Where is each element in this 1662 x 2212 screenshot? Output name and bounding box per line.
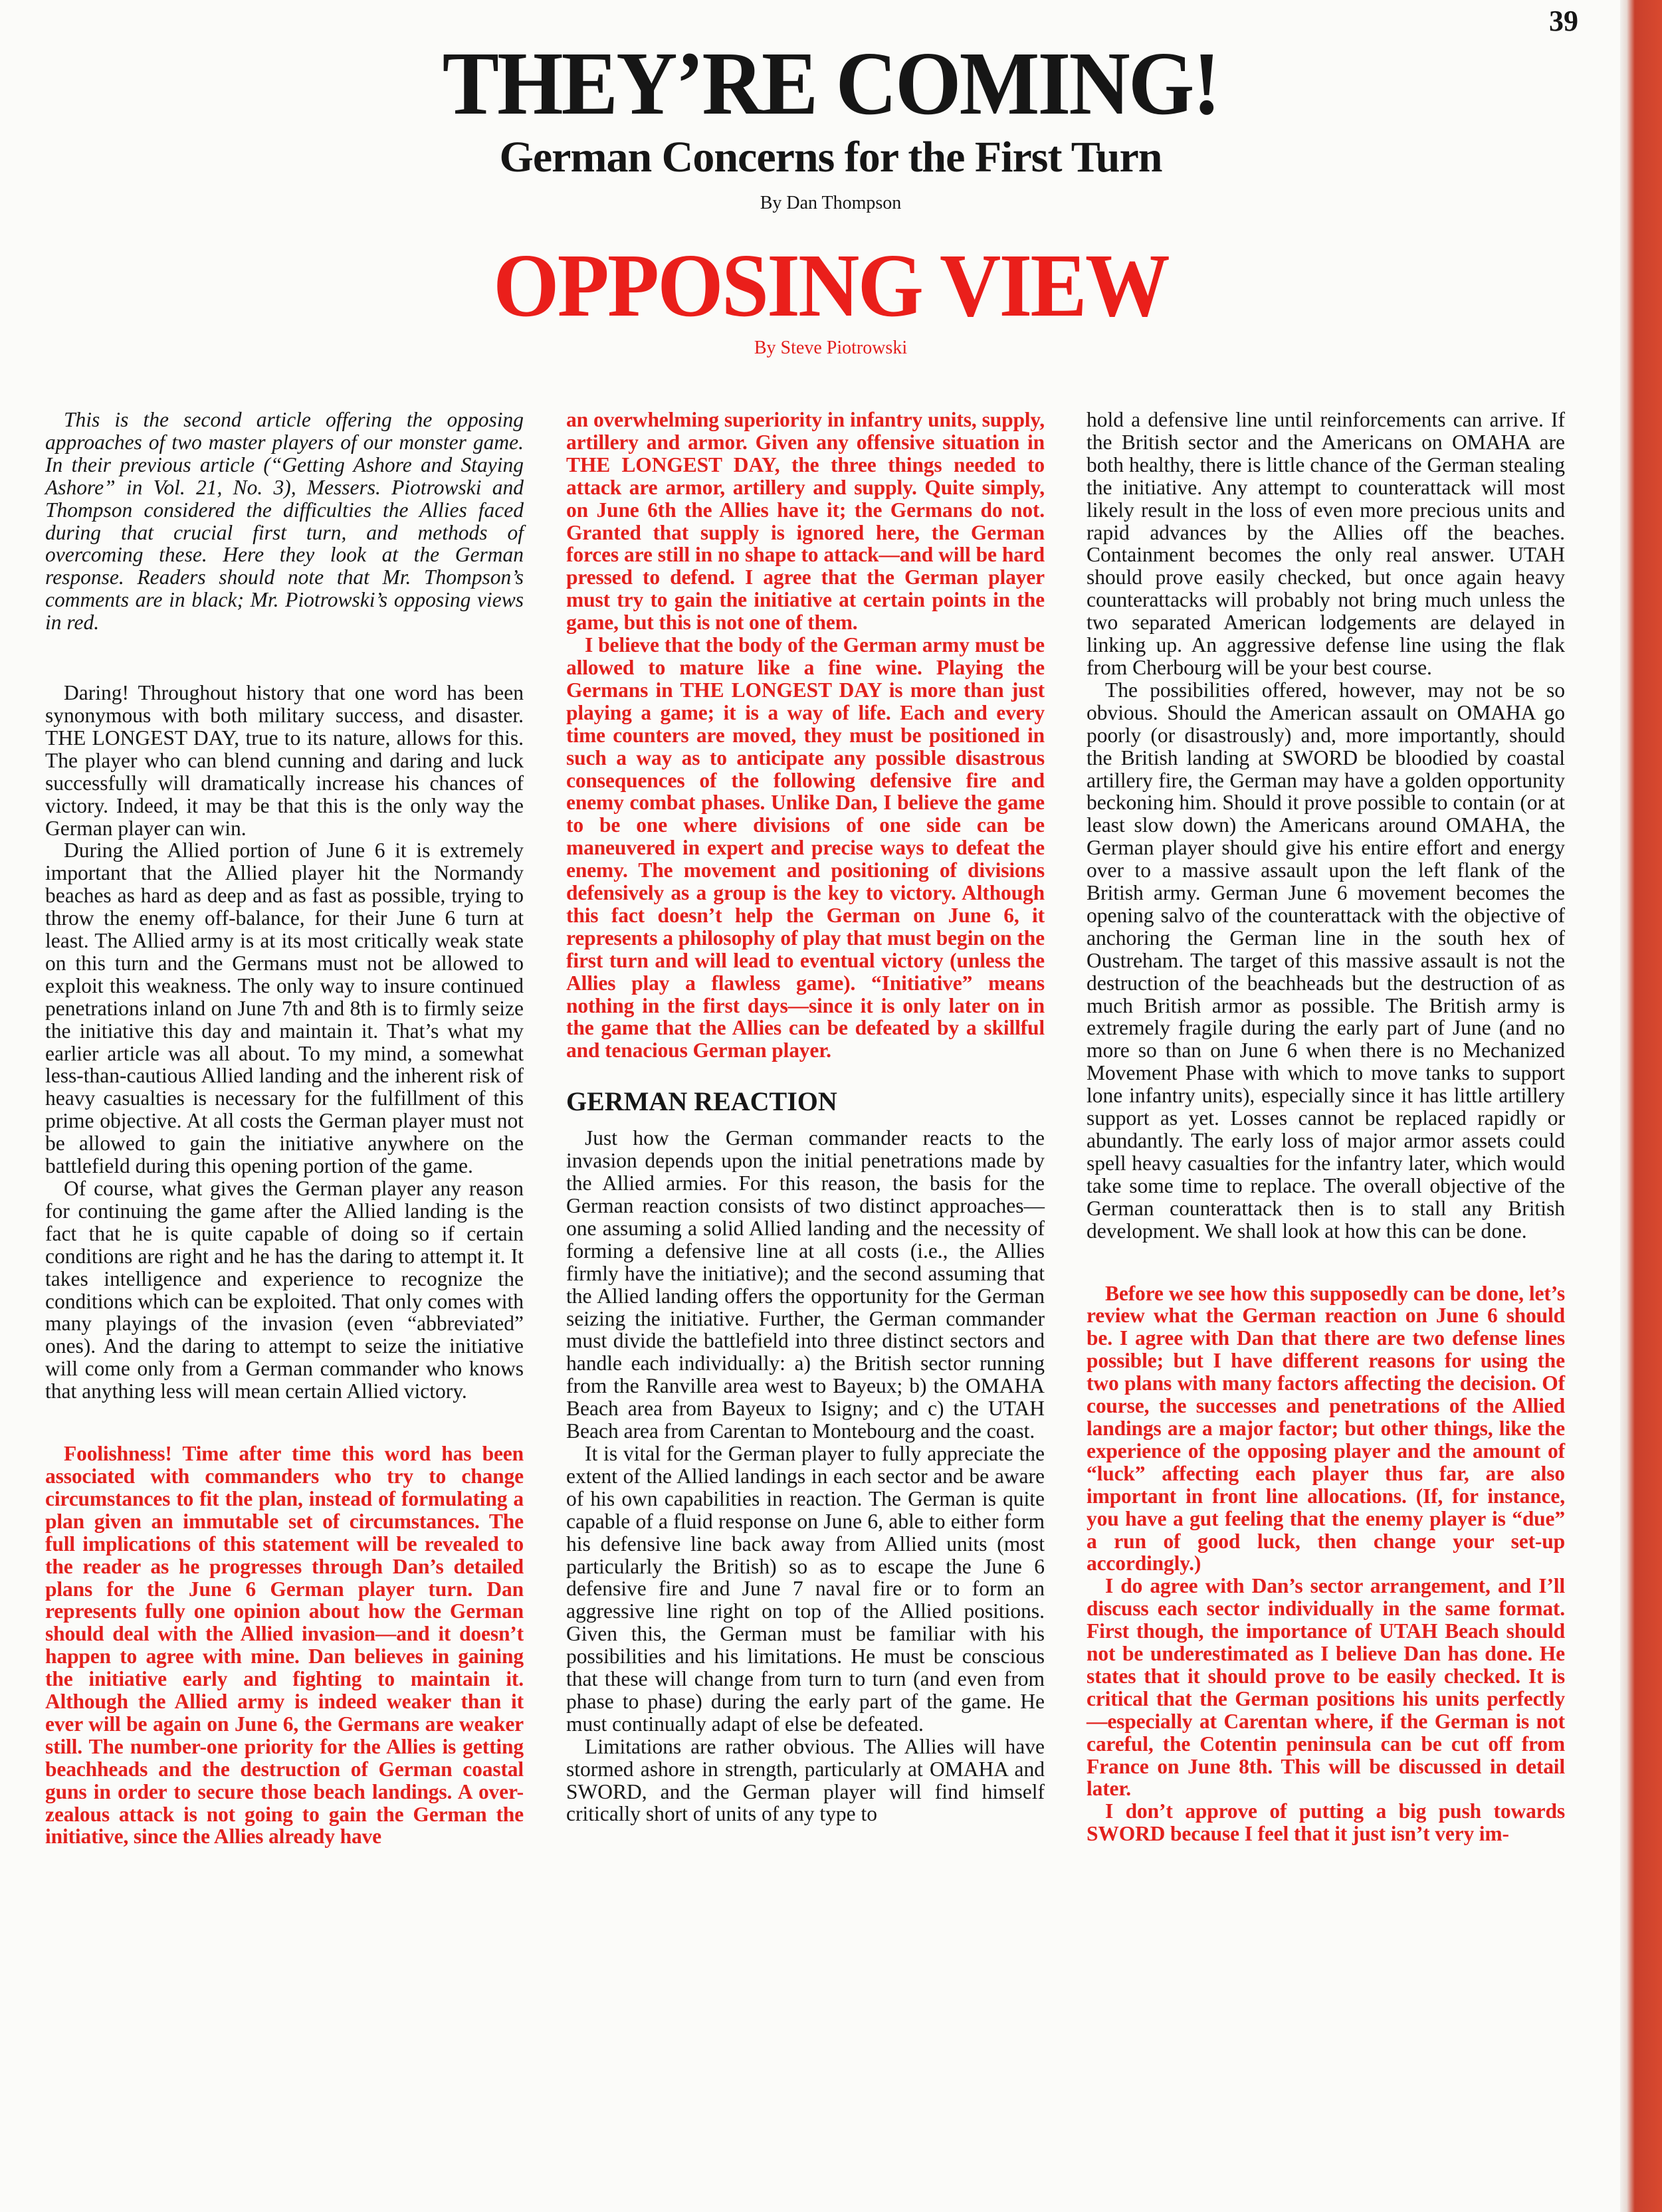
article-title: THEY’RE COMING! [442, 34, 1219, 134]
paragraph: Just how the German commander reacts to the invasion depends upon the initial penetrations made by the Allied armies. For this reason, the basis for the German reaction consists of two distinct approaches—one assuming a solid Allied landing and the necessity of forming a defensive line at all costs (i.e., the Allies firmly have the initiative); and the second assuming that the Allied landing offers the opportunity for the German seizing the initiative. Further, the German commander must divide the battlefield into three distinct sectors and handle each individually: a) the British sector running from the Ranville area west to Bayeux; b) the OMAHA Beach area from Bayeux to Isigny; and c) the UTAH Beach area from Carentan to Montebourg and the coast. [566, 1126, 1045, 1443]
column-2 [566, 409, 1045, 1825]
column-1 [45, 409, 524, 1848]
opposing-comment: I don’t approve of putting a big push towards SWORD because I feel that it just isn’t very im- [1087, 1799, 1565, 1846]
page-number: 39 [1549, 5, 1578, 37]
editor-intro: This is the second article offering the opposing approaches of two master players of our monster game. In their previous article (“Getting Ashore and Staying Ashore” in Vol. 21, No. 3), Messers. Piotrowski and Thompson considered the difficulties the Allies faced during that crucial first turn, and methods of overcoming these. Here they look at the German response. Readers should note that Mr. Thompson’s comments are in black; Mr. Piotrowski’s opposing views in red. [45, 408, 524, 635]
opposing-comment: I believe that the body of the German army must be allowed to mature like a fine wine. Playing the Germans in THE LONGEST DAY is more than just playing a game; it is a way of life. Each and every time counters are moved, they must be positioned in such a way as to anticipate any possible disastrous consequences of the following defensive fire and enemy combat phases. Unlike Dan, I believe the game to be one where divisions of one side can be maneuvered in expert and precise ways to defeat the enemy. The movement and positioning of divisions defensively as a group is the key to victory. Although this fact doesn’t help the German on June 6, it represents a philosophy of play that must begin on the first turn and will lead to eventual victory (unless the Allies play a flawless game). “Initiative” means nothing in the first days—since it is only later on in the game that the Allies can be defeated by a skillful and tenacious German player. [566, 633, 1045, 1062]
paragraph: Daring! Throughout history that one word has been synonymous with both military success, and disaster. THE LONGEST DAY, true to its nature, allows for this. The player who can blend cunning and daring and luck successfully will dramatically increase his chances of victory. Indeed, it may be that this is the only way the German player can win. [45, 681, 524, 840]
opposing-comment: Foolishness! Time after time this word has been associated with commanders who try to change circumstances to fit the plan, instead of formulating a plan given an immutable set of circumstances. The full implications of this statement will be revealed to the reader as he progresses through Dan’s detailed plans for the June 6 German player turn. Dan represents fully one opinion about how the German should deal with the Allied invasion—and it doesn’t happen to agree with mine. Dan believes in gaining the initiative early and fighting to maintain it. Although the Allied army is indeed weaker than it ever will be again on June 6, the Germans are weaker still. The number-one priority for the Allies is getting beachheads and the destruction of German coastal guns in order to secure those beach landings. A over-zealous attack is not going to gain the German the initiative, since the Allies already have [45, 1442, 524, 1849]
paragraph: It is vital for the German player to fully appreciate the extent of the Allied landings in each sector and be aware of his own capabilities in reaction. The German is quite capable of a fluid response on June 6, able to either form his defensive line back away from Allied units (most particularly the British) so as to escape the June 6 defensive fire and June 7 naval fire or to form an aggressive line right on top of the Allied positions. Given this, the German must be familiar with his possibilities and his limitations. He must be conscious that these will change from turn to turn (and even from phase to phase) during the early part of the game. He must continually adapt of else be defeated. [566, 1441, 1045, 1736]
paragraph: Limitations are rather obvious. The Allies will have stormed ashore in strength, particularly at OMAHA and SWORD, and the German player will find himself critically short of units of any type to [566, 1734, 1045, 1826]
article-subtitle: German Concerns for the First Turn [499, 133, 1162, 181]
author-byline: By Dan Thompson [760, 193, 902, 213]
section-heading: GERMAN REACTION [566, 1086, 837, 1117]
opposing-comment: Before we see how this supposedly can be done, let’s review what the German reaction on June 6 should be. I agree with Dan that there are two defense lines possible; but I have different reasons for using the two plans with many factors affecting the decision. Of course, the successes and penetrations of the Allied landings are a major factor; but other things, like the experience of the opposing player and the amount of “luck” affecting each player thus far, are also important in front line allocations. (If, for instance, you have a gut feeling that the enemy player is “due” a run of good luck, then change your set-up accordingly.) [1087, 1281, 1565, 1575]
opposing-view-title: OPPOSING VIEW [493, 236, 1168, 336]
opposing-comment: I do agree with Dan’s sector arrangement, and I’ll discuss each sector individually in the same format. First though, the importance of UTAH Beach should not be underestimated as I believe Dan has done. He states that it should prove to be easily checked. It is critical that the German positions his units perfectly—especially at Carentan where, if the German is not careful, the Cotentin peninsula can be cut off from France on June 8th. This will be discussed in detail later. [1087, 1574, 1565, 1801]
paragraph: Of course, what gives the German player any reason for continuing the game after the Allied landing is the fact that he is quite capable of doing so if certain conditions are right and he has the daring to attempt it. It takes intelligence and experience to recognize the conditions which can be exploited. That only comes with many playings of the invasion (even “abbreviated” ones). And the daring to attempt to seize the initiative will come only from a German commander who knows that anything less will mean certain Allied victory. [45, 1177, 524, 1403]
paragraph: The possibilities offered, however, may not be so obvious. Should the American assault on OMAHA go poorly (or disastrously) and, more importantly, should the British landing at SWORD be bloodied by coastal artillery fire, the German may have a golden opportunity beckoning him. Should it prove possible to contain (or at least slow down) the Americans around OMAHA, the German player should give his entire effort and energy over to a massive assault upon the left flank of the British army. German June 6 movement becomes the opening salvo of the counterattack with the objective of anchoring the German line in the south hex of Oustreham. The target of this massive assault is not the destruction of the beachheads but the destruction of as much British armor as possible. The British army is extremely fragile during the early part of June (and no more so than on June 6 when there is no Mechanized Movement Phase with which to move tanks to support lone infantry units), especially since it has little artillery support as yet. Losses cannot be replaced rapidly or abundantly. The early loss of major armor assets could spell heavy casualties for the infantry later, which would take some time to replace. The overall objective of the German counterattack then is to stall any British development. We shall look at how this can be done. [1087, 678, 1565, 1243]
opposing-comment: an overwhelming superiority in infantry units, supply, artillery and armor. Given any offensive situation in THE LONGEST DAY, the three things needed to attack are armor, artillery and supply. Quite simply, on June 6th the Allies have it; the Germans do not. Granted that supply is ignored here, the German forces are still in no shape to attack—and will be hard pressed to defend. I agree that the German player must try to gain the initiative at certain points in the game, but this is not one of them. [566, 408, 1045, 635]
opposing-author-byline: By Steve Piotrowski [754, 338, 908, 358]
paragraph: hold a defensive line until reinforcements can arrive. If the British sector and the Americans on OMAHA are both healthy, there is little chance of the German stealing the initiative. Any attempt to counterattack will most likely result in the loss of even more precious units and rapid advances by the Allies off the beaches. Containment becomes the only real answer. UTAH should prove easily checked, but once again heavy counterattacks will probably not bring much unless the two separated American lodgements are delayed in linking up. An aggressive defense line using the flak from Cherbourg will be your best course. [1087, 408, 1565, 679]
red-page-edge [1620, 0, 1662, 2212]
paragraph: During the Allied portion of June 6 it is extremely important that the Allied player hit the Normandy beaches as hard as deep and as fast as possible, trying to throw the enemy off-balance, for their June 6 turn at least. The Allied army is at its most critically weak state on this turn and the Germans must not be allowed to exploit this weakness. The only way to insure continued penetrations inland on June 7th and 8th is to firmly seize the initiative this day and maintain it. That’s what my earlier article was all about. To my mind, a somewhat less-than-cautious Allied landing and the inherent risk of heavy casualties is necessary for the fulfillment of this prime objective. At all costs the German player must not be allowed to gain the initiative anywhere on the battlefield during this opening portion of the game. [45, 839, 524, 1178]
column-3 [1087, 409, 1565, 1845]
